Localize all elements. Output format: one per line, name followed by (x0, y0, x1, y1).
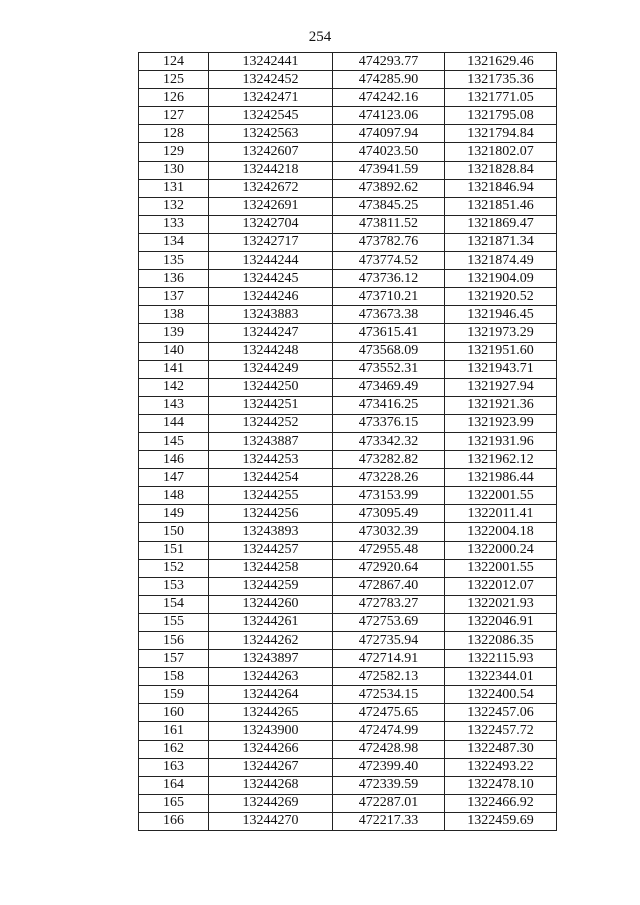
y-coordinate-cell: 1322457.72 (445, 722, 557, 740)
point-number-cell: 153 (139, 577, 209, 595)
point-number-cell: 154 (139, 595, 209, 613)
point-id-cell: 13244218 (209, 161, 333, 179)
y-coordinate-cell: 1322000.24 (445, 541, 557, 559)
point-id-cell: 13243883 (209, 306, 333, 324)
x-coordinate-cell: 474242.16 (333, 89, 445, 107)
point-id-cell: 13244262 (209, 632, 333, 650)
x-coordinate-cell: 472339.59 (333, 776, 445, 794)
y-coordinate-cell: 1322400.54 (445, 686, 557, 704)
x-coordinate-cell: 472735.94 (333, 632, 445, 650)
point-id-cell: 13244261 (209, 613, 333, 631)
table-row (139, 704, 557, 722)
y-coordinate-cell: 1322046.91 (445, 613, 557, 631)
table-row (139, 577, 557, 595)
point-number-cell: 125 (139, 71, 209, 89)
point-id-cell: 13242691 (209, 197, 333, 215)
table-row (139, 559, 557, 577)
table-row (139, 414, 557, 432)
y-coordinate-cell: 1321951.60 (445, 342, 557, 360)
table-row (139, 306, 557, 324)
table-row (139, 360, 557, 378)
point-number-cell: 144 (139, 414, 209, 432)
point-id-cell: 13244270 (209, 812, 333, 830)
y-coordinate-cell: 1322487.30 (445, 740, 557, 758)
x-coordinate-cell: 473774.52 (333, 252, 445, 270)
point-number-cell: 148 (139, 487, 209, 505)
x-coordinate-cell: 472287.01 (333, 794, 445, 812)
point-number-cell: 143 (139, 396, 209, 414)
y-coordinate-cell: 1322011.41 (445, 505, 557, 523)
point-id-cell: 13243897 (209, 650, 333, 668)
table-row (139, 595, 557, 613)
point-id-cell: 13244263 (209, 668, 333, 686)
table-row (139, 179, 557, 197)
y-coordinate-cell: 1322459.69 (445, 812, 557, 830)
point-id-cell: 13242672 (209, 179, 333, 197)
point-id-cell: 13244257 (209, 541, 333, 559)
point-id-cell: 13243887 (209, 432, 333, 450)
point-id-cell: 13244250 (209, 378, 333, 396)
point-id-cell: 13244247 (209, 324, 333, 342)
point-number-cell: 135 (139, 252, 209, 270)
y-coordinate-cell: 1321828.84 (445, 161, 557, 179)
x-coordinate-cell: 473282.82 (333, 451, 445, 469)
table-row (139, 233, 557, 251)
point-id-cell: 13244265 (209, 704, 333, 722)
point-number-cell: 128 (139, 125, 209, 143)
x-coordinate-cell: 473710.21 (333, 288, 445, 306)
y-coordinate-cell: 1322457.06 (445, 704, 557, 722)
table-row (139, 451, 557, 469)
point-number-cell: 139 (139, 324, 209, 342)
table-row (139, 812, 557, 830)
x-coordinate-cell: 472534.15 (333, 686, 445, 704)
point-id-cell: 13244244 (209, 252, 333, 270)
point-number-cell: 147 (139, 469, 209, 487)
y-coordinate-cell: 1322493.22 (445, 758, 557, 776)
point-number-cell: 166 (139, 812, 209, 830)
y-coordinate-cell: 1321931.96 (445, 432, 557, 450)
point-number-cell: 146 (139, 451, 209, 469)
table-row (139, 686, 557, 704)
y-coordinate-cell: 1322466.92 (445, 794, 557, 812)
point-number-cell: 138 (139, 306, 209, 324)
y-coordinate-cell: 1321871.34 (445, 233, 557, 251)
table-row (139, 125, 557, 143)
point-number-cell: 130 (139, 161, 209, 179)
x-coordinate-cell: 473376.15 (333, 414, 445, 432)
y-coordinate-cell: 1321794.84 (445, 125, 557, 143)
y-coordinate-cell: 1321846.94 (445, 179, 557, 197)
point-id-cell: 13244264 (209, 686, 333, 704)
point-number-cell: 163 (139, 758, 209, 776)
x-coordinate-cell: 474023.50 (333, 143, 445, 161)
point-id-cell: 13242607 (209, 143, 333, 161)
table-row (139, 776, 557, 794)
point-number-cell: 132 (139, 197, 209, 215)
point-id-cell: 13242441 (209, 53, 333, 71)
y-coordinate-cell: 1321986.44 (445, 469, 557, 487)
point-number-cell: 127 (139, 107, 209, 125)
point-number-cell: 164 (139, 776, 209, 794)
x-coordinate-cell: 472955.48 (333, 541, 445, 559)
point-id-cell: 13242452 (209, 71, 333, 89)
y-coordinate-cell: 1321802.07 (445, 143, 557, 161)
coordinates-table (138, 52, 557, 831)
table-row (139, 632, 557, 650)
y-coordinate-cell: 1322021.93 (445, 595, 557, 613)
point-number-cell: 131 (139, 179, 209, 197)
table-row (139, 722, 557, 740)
x-coordinate-cell: 472920.64 (333, 559, 445, 577)
point-number-cell: 126 (139, 89, 209, 107)
point-number-cell: 162 (139, 740, 209, 758)
table-row (139, 487, 557, 505)
point-number-cell: 152 (139, 559, 209, 577)
point-number-cell: 137 (139, 288, 209, 306)
x-coordinate-cell: 473782.76 (333, 233, 445, 251)
point-id-cell: 13242471 (209, 89, 333, 107)
point-id-cell: 13244248 (209, 342, 333, 360)
point-number-cell: 133 (139, 215, 209, 233)
x-coordinate-cell: 472783.27 (333, 595, 445, 613)
y-coordinate-cell: 1322478.10 (445, 776, 557, 794)
table-row (139, 613, 557, 631)
y-coordinate-cell: 1321771.05 (445, 89, 557, 107)
x-coordinate-cell: 472582.13 (333, 668, 445, 686)
x-coordinate-cell: 473673.38 (333, 306, 445, 324)
point-number-cell: 124 (139, 53, 209, 71)
y-coordinate-cell: 1322001.55 (445, 559, 557, 577)
table-row (139, 505, 557, 523)
x-coordinate-cell: 473416.25 (333, 396, 445, 414)
y-coordinate-cell: 1321851.46 (445, 197, 557, 215)
x-coordinate-cell: 473941.59 (333, 161, 445, 179)
y-coordinate-cell: 1321927.94 (445, 378, 557, 396)
table-row (139, 53, 557, 71)
point-id-cell: 13243900 (209, 722, 333, 740)
point-id-cell: 13242704 (209, 215, 333, 233)
y-coordinate-cell: 1321943.71 (445, 360, 557, 378)
point-id-cell: 13242563 (209, 125, 333, 143)
point-id-cell: 13244249 (209, 360, 333, 378)
point-number-cell: 151 (139, 541, 209, 559)
y-coordinate-cell: 1321962.12 (445, 451, 557, 469)
x-coordinate-cell: 472475.65 (333, 704, 445, 722)
x-coordinate-cell: 473153.99 (333, 487, 445, 505)
x-coordinate-cell: 472753.69 (333, 613, 445, 631)
x-coordinate-cell: 473615.41 (333, 324, 445, 342)
x-coordinate-cell: 474293.77 (333, 53, 445, 71)
point-number-cell: 158 (139, 668, 209, 686)
x-coordinate-cell: 473552.31 (333, 360, 445, 378)
y-coordinate-cell: 1322115.93 (445, 650, 557, 668)
point-id-cell: 13244266 (209, 740, 333, 758)
point-number-cell: 145 (139, 432, 209, 450)
point-id-cell: 13242717 (209, 233, 333, 251)
point-number-cell: 142 (139, 378, 209, 396)
y-coordinate-cell: 1321735.36 (445, 71, 557, 89)
x-coordinate-cell: 473892.62 (333, 179, 445, 197)
x-coordinate-cell: 473032.39 (333, 523, 445, 541)
x-coordinate-cell: 473469.49 (333, 378, 445, 396)
y-coordinate-cell: 1321973.29 (445, 324, 557, 342)
x-coordinate-cell: 472474.99 (333, 722, 445, 740)
table-row (139, 215, 557, 233)
table-row (139, 523, 557, 541)
point-id-cell: 13243893 (209, 523, 333, 541)
point-number-cell: 150 (139, 523, 209, 541)
point-id-cell: 13244260 (209, 595, 333, 613)
y-coordinate-cell: 1321946.45 (445, 306, 557, 324)
point-number-cell: 140 (139, 342, 209, 360)
table-row (139, 71, 557, 89)
table-row (139, 469, 557, 487)
point-number-cell: 141 (139, 360, 209, 378)
point-id-cell: 13244259 (209, 577, 333, 595)
coordinates-table-body (139, 53, 557, 831)
table-row (139, 794, 557, 812)
table-row (139, 197, 557, 215)
table-row (139, 342, 557, 360)
table-row (139, 143, 557, 161)
table-row (139, 107, 557, 125)
y-coordinate-cell: 1321795.08 (445, 107, 557, 125)
x-coordinate-cell: 473845.25 (333, 197, 445, 215)
point-id-cell: 13244246 (209, 288, 333, 306)
table-row (139, 541, 557, 559)
x-coordinate-cell: 473228.26 (333, 469, 445, 487)
table-row (139, 324, 557, 342)
point-id-cell: 13244267 (209, 758, 333, 776)
table-row (139, 89, 557, 107)
x-coordinate-cell: 473095.49 (333, 505, 445, 523)
x-coordinate-cell: 472867.40 (333, 577, 445, 595)
y-coordinate-cell: 1322344.01 (445, 668, 557, 686)
x-coordinate-cell: 472217.33 (333, 812, 445, 830)
point-number-cell: 161 (139, 722, 209, 740)
y-coordinate-cell: 1321920.52 (445, 288, 557, 306)
y-coordinate-cell: 1321869.47 (445, 215, 557, 233)
x-coordinate-cell: 474097.94 (333, 125, 445, 143)
table-row (139, 650, 557, 668)
point-id-cell: 13244255 (209, 487, 333, 505)
table-row (139, 432, 557, 450)
table-row (139, 378, 557, 396)
point-number-cell: 156 (139, 632, 209, 650)
y-coordinate-cell: 1322004.18 (445, 523, 557, 541)
table-row (139, 252, 557, 270)
point-number-cell: 129 (139, 143, 209, 161)
table-row (139, 758, 557, 776)
point-id-cell: 13244256 (209, 505, 333, 523)
x-coordinate-cell: 473342.32 (333, 432, 445, 450)
point-id-cell: 13242545 (209, 107, 333, 125)
y-coordinate-cell: 1322086.35 (445, 632, 557, 650)
x-coordinate-cell: 472428.98 (333, 740, 445, 758)
point-number-cell: 136 (139, 270, 209, 288)
x-coordinate-cell: 473736.12 (333, 270, 445, 288)
table-row (139, 740, 557, 758)
table-row (139, 396, 557, 414)
point-number-cell: 149 (139, 505, 209, 523)
page-number: 254 (308, 29, 332, 45)
y-coordinate-cell: 1321921.36 (445, 396, 557, 414)
x-coordinate-cell: 473568.09 (333, 342, 445, 360)
x-coordinate-cell: 474123.06 (333, 107, 445, 125)
table-row (139, 668, 557, 686)
y-coordinate-cell: 1321923.99 (445, 414, 557, 432)
x-coordinate-cell: 472714.91 (333, 650, 445, 668)
table-row (139, 161, 557, 179)
x-coordinate-cell: 472399.40 (333, 758, 445, 776)
point-id-cell: 13244252 (209, 414, 333, 432)
point-number-cell: 134 (139, 233, 209, 251)
table-row (139, 270, 557, 288)
y-coordinate-cell: 1321874.49 (445, 252, 557, 270)
table-row (139, 288, 557, 306)
x-coordinate-cell: 473811.52 (333, 215, 445, 233)
point-id-cell: 13244268 (209, 776, 333, 794)
point-id-cell: 13244253 (209, 451, 333, 469)
point-number-cell: 155 (139, 613, 209, 631)
point-number-cell: 159 (139, 686, 209, 704)
point-number-cell: 165 (139, 794, 209, 812)
point-id-cell: 13244269 (209, 794, 333, 812)
point-id-cell: 13244251 (209, 396, 333, 414)
y-coordinate-cell: 1321904.09 (445, 270, 557, 288)
x-coordinate-cell: 474285.90 (333, 71, 445, 89)
point-id-cell: 13244245 (209, 270, 333, 288)
y-coordinate-cell: 1322012.07 (445, 577, 557, 595)
point-id-cell: 13244258 (209, 559, 333, 577)
point-number-cell: 160 (139, 704, 209, 722)
point-id-cell: 13244254 (209, 469, 333, 487)
point-number-cell: 157 (139, 650, 209, 668)
y-coordinate-cell: 1321629.46 (445, 53, 557, 71)
y-coordinate-cell: 1322001.55 (445, 487, 557, 505)
